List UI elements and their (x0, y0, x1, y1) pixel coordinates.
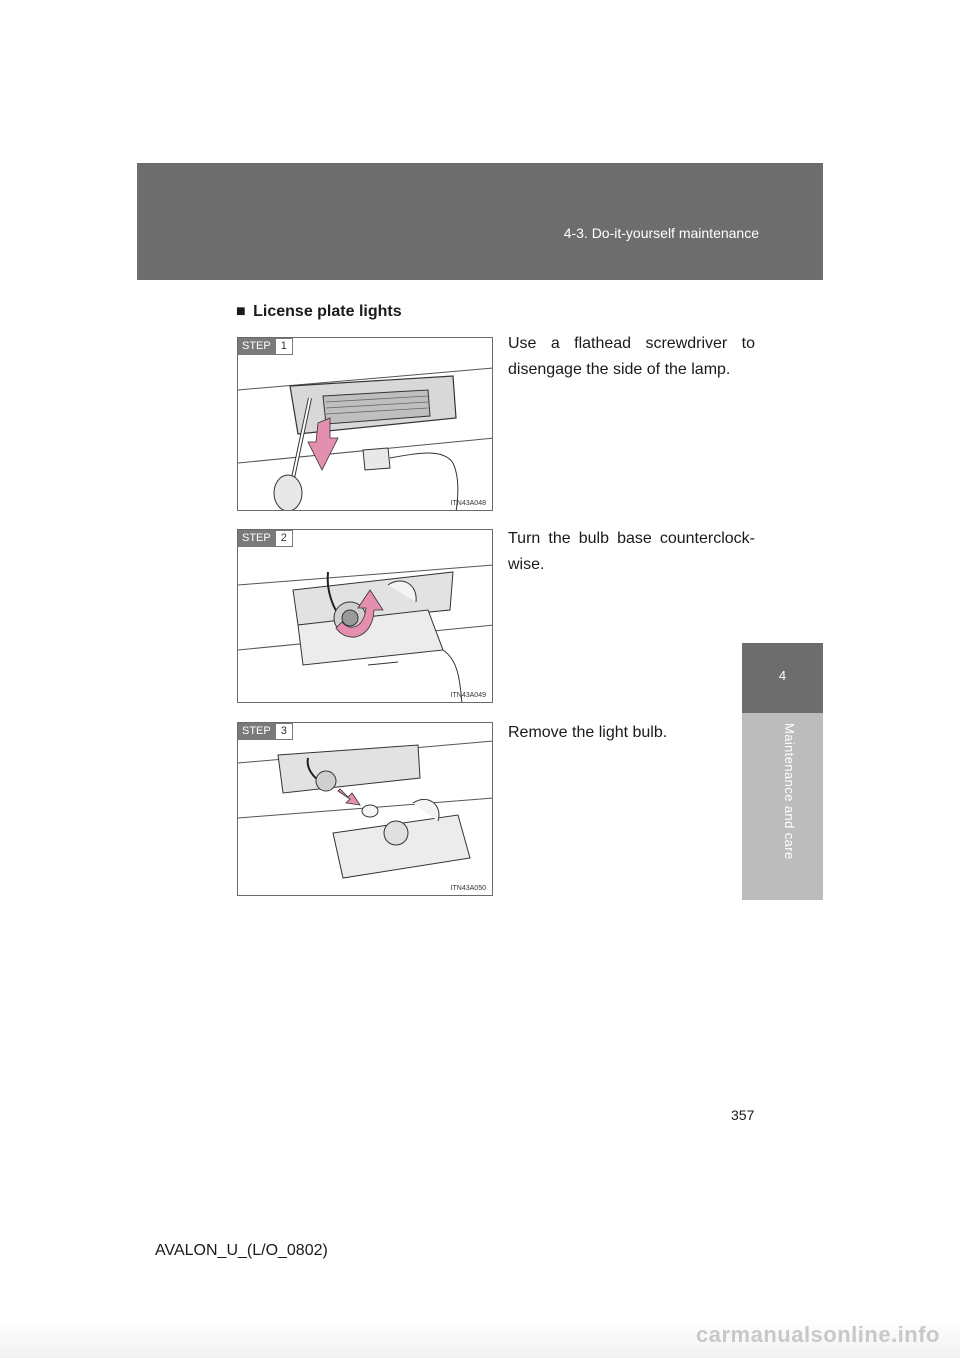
step-number: 3 (275, 723, 293, 740)
step-1-badge (238, 338, 293, 355)
watermark-text: carmanualsonline.info (696, 1322, 940, 1347)
header-band (137, 163, 823, 280)
figure-code: ITN43A048 (450, 500, 486, 507)
chapter-number: 4 (778, 668, 787, 683)
step-label: STEP (238, 338, 275, 355)
square-bullet-icon: ■ (236, 303, 246, 320)
step-1-text: Use a flathead screwdriver to disengage the side of the lamp. (508, 335, 755, 378)
step-3-badge (238, 723, 293, 740)
step-2-figure (237, 529, 493, 703)
chapter-label: Maintenance and care (782, 723, 797, 860)
step-number: 2 (275, 530, 293, 547)
step-2-text: Turn the bulb base counterclock-wise. (508, 530, 755, 573)
section-title (236, 303, 402, 321)
step-number: 1 (275, 338, 293, 355)
step-label: STEP (238, 723, 275, 740)
step-label: STEP (238, 530, 275, 547)
figure-code: ITN43A050 (450, 885, 486, 892)
section-title-text: License plate lights (253, 303, 402, 320)
section-header-title: 4-3. Do-it-yourself maintenance (563, 225, 759, 241)
footer-document-code: AVALON_U_(L/O_0802) (155, 1242, 328, 1259)
figure-code: ITN43A049 (450, 692, 486, 699)
chapter-tab (742, 643, 823, 713)
bulb-base-illustration (238, 530, 493, 703)
step-3-figure (237, 722, 493, 896)
step-2-badge (238, 530, 293, 547)
step-1-figure (237, 337, 493, 511)
bulb-removal-illustration (238, 723, 493, 896)
screwdriver-illustration (238, 338, 493, 511)
page-number: 357 (731, 1107, 755, 1123)
step-3-text: Remove the light bulb. (508, 724, 668, 741)
watermark-band (0, 1318, 960, 1358)
